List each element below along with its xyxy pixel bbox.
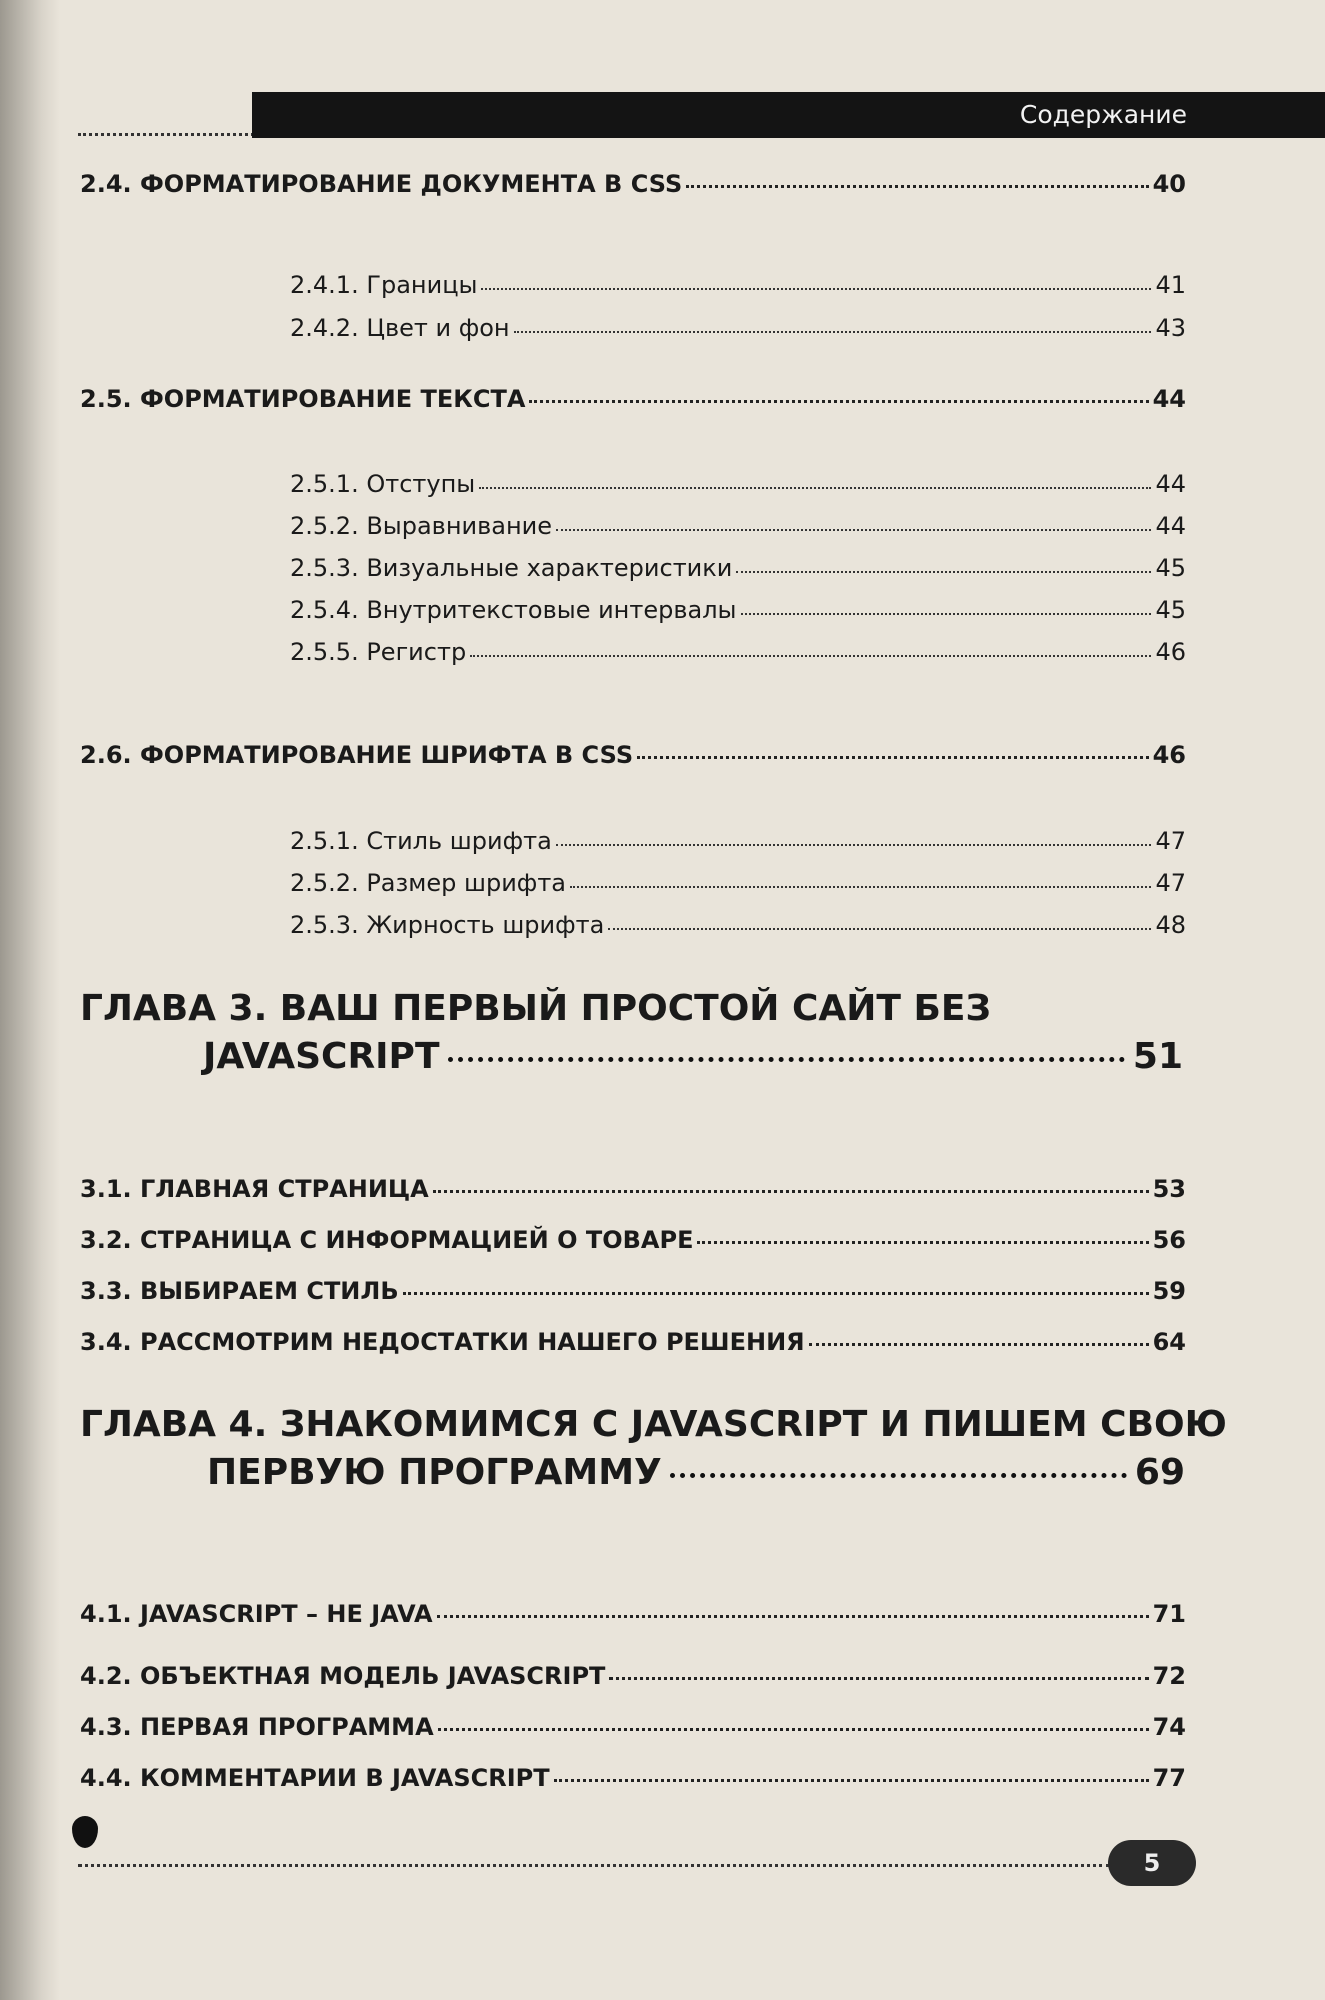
toc-page-number: 44 [1155,512,1186,540]
toc-page-number: 41 [1155,271,1186,299]
toc-page-number: 43 [1155,314,1186,342]
toc-chapter-3-line1[interactable] [80,988,991,1029]
toc-section-title: 2.6. ФОРМАТИРОВАНИЕ ШРИФТА В CSS [80,741,634,769]
toc-subsection-title: 2.5.5. Регистр [290,638,467,666]
page-binding-shadow [0,0,60,2000]
toc-subsection-2-5-4[interactable] [290,596,1186,624]
toc-chapter-4-line2[interactable] [207,1452,1185,1493]
dot-leader [481,288,1151,290]
dot-leader [609,1677,1148,1680]
toc-page-number: 46 [1155,638,1186,666]
toc-subsection-2-6-3[interactable] [290,911,1186,939]
dot-leader [437,1615,1149,1618]
toc-subsection-2-6-2[interactable] [290,869,1186,897]
toc-section-title: 4.1. JAVASCRIPT – НЕ JAVA [80,1600,433,1628]
toc-subsection-2-4-1[interactable] [290,271,1186,299]
toc-section-2-4[interactable] [80,170,1186,198]
toc-subsection-title: 2.5.1. Стиль шрифта [290,827,552,855]
toc-subsection-2-5-5[interactable] [290,638,1186,666]
toc-subsection-title: 2.5.3. Жирность шрифта [290,911,605,939]
toc-page-number: 72 [1152,1662,1186,1690]
toc-page-number: 44 [1155,470,1186,498]
dot-leader [554,1779,1149,1782]
toc-section-4-3[interactable] [80,1713,1186,1741]
chapter-title: ГЛАВА 4. ЗНАКОМИМСЯ С JAVASCRIPT И ПИШЕМ СВОЮ [80,1404,1227,1445]
toc-section-title: 4.2. ОБЪЕКТНАЯ МОДЕЛЬ JAVASCRIPT [80,1662,606,1690]
toc-subsection-title: 2.4.2. Цвет и фон [290,314,510,342]
dot-leader [556,844,1152,846]
toc-page-number: 71 [1152,1600,1186,1628]
toc-page-number: 59 [1152,1277,1186,1305]
running-header [252,92,1325,138]
chapter-title-continued: ПЕРВУЮ ПРОГРАММУ [207,1452,662,1493]
toc-subsection-2-5-3[interactable] [290,554,1186,582]
dot-leader [608,928,1151,930]
toc-section-title: 3.4. РАССМОТРИМ НЕДОСТАТКИ НАШЕГО РЕШЕНИЯ [80,1328,805,1356]
chapter-title-continued: JAVASCRIPT [203,1036,440,1077]
running-header-title: Содержание [1019,100,1187,129]
toc-page-number: 53 [1152,1175,1186,1203]
dot-leader [637,756,1148,759]
toc-page-number: 47 [1155,869,1186,897]
toc-subsection-2-5-1[interactable] [290,470,1186,498]
toc-subsection-2-5-2[interactable] [290,512,1186,540]
dot-leader [433,1190,1149,1193]
dot-leader [670,1473,1127,1478]
toc-page-number: 45 [1155,554,1186,582]
dot-leader [514,331,1152,333]
toc-section-title: 4.3. ПЕРВАЯ ПРОГРАММА [80,1713,434,1741]
header-dotted-rule [78,133,254,136]
toc-section-title: 4.4. КОММЕНТАРИИ В JAVASCRIPT [80,1764,550,1792]
dot-leader [529,400,1148,403]
toc-section-4-1[interactable] [80,1600,1186,1628]
toc-page-number: 48 [1155,911,1186,939]
dot-leader [403,1292,1149,1295]
toc-subsection-title: 2.5.3. Визуальные характеристики [290,554,733,582]
toc-page-number: 46 [1152,741,1186,769]
footer-bullet-icon [72,1816,98,1848]
toc-subsection-title: 2.5.4. Внутритекстовые интервалы [290,596,737,624]
dot-leader [686,185,1148,188]
dot-leader [448,1057,1125,1062]
toc-section-title: 3.3. ВЫБИРАЕМ СТИЛЬ [80,1277,399,1305]
toc-subsection-title: 2.5.2. Выравнивание [290,512,553,540]
footer-dotted-rule [78,1864,1110,1867]
toc-section-title: 3.1. ГЛАВНАЯ СТРАНИЦА [80,1175,429,1203]
dot-leader [736,571,1151,573]
toc-page-number: 74 [1152,1713,1186,1741]
toc-section-title: 2.4. ФОРМАТИРОВАНИЕ ДОКУМЕНТА В CSS [80,170,683,198]
dot-leader [470,655,1151,657]
toc-chapter-3-line2[interactable] [203,1036,1183,1077]
dot-leader [741,613,1152,615]
toc-subsection-2-4-2[interactable] [290,314,1186,342]
chapter-title: ГЛАВА 3. ВАШ ПЕРВЫЙ ПРОСТОЙ САЙТ БЕЗ [80,988,992,1029]
toc-section-2-6[interactable] [80,741,1186,769]
toc-section-4-2[interactable] [80,1662,1186,1690]
toc-page-number: 45 [1155,596,1186,624]
toc-page-number: 51 [1132,1036,1183,1077]
dot-leader [570,886,1151,888]
toc-subsection-title: 2.4.1. Границы [290,271,478,299]
toc-page-number: 40 [1152,170,1186,198]
toc-page-number: 56 [1152,1226,1186,1254]
toc-page-number: 44 [1152,385,1186,413]
toc-page-number: 77 [1152,1764,1186,1792]
toc-page-number: 47 [1155,827,1186,855]
toc-section-title: 3.2. СТРАНИЦА С ИНФОРМАЦИЕЙ О ТОВАРЕ [80,1226,694,1254]
toc-subsection-2-6-1[interactable] [290,827,1186,855]
dot-leader [697,1241,1148,1244]
toc-subsection-title: 2.5.1. Отступы [290,470,476,498]
toc-section-3-1[interactable] [80,1175,1186,1203]
toc-section-2-5[interactable] [80,385,1186,413]
dot-leader [438,1728,1149,1731]
toc-section-title: 2.5. ФОРМАТИРОВАНИЕ ТЕКСТА [80,385,526,413]
toc-section-4-4[interactable] [80,1764,1186,1792]
dot-leader [809,1343,1149,1346]
page-number-badge: 5 [1108,1840,1196,1886]
toc-section-3-2[interactable] [80,1226,1186,1254]
toc-section-3-3[interactable] [80,1277,1186,1305]
toc-subsection-title: 2.5.2. Размер шрифта [290,869,566,897]
dot-leader [556,529,1151,531]
dot-leader [479,487,1151,489]
toc-section-3-4[interactable] [80,1328,1186,1356]
toc-page-number: 69 [1134,1452,1185,1493]
toc-page-number: 64 [1152,1328,1186,1356]
toc-chapter-4-line1[interactable] [80,1404,1227,1445]
